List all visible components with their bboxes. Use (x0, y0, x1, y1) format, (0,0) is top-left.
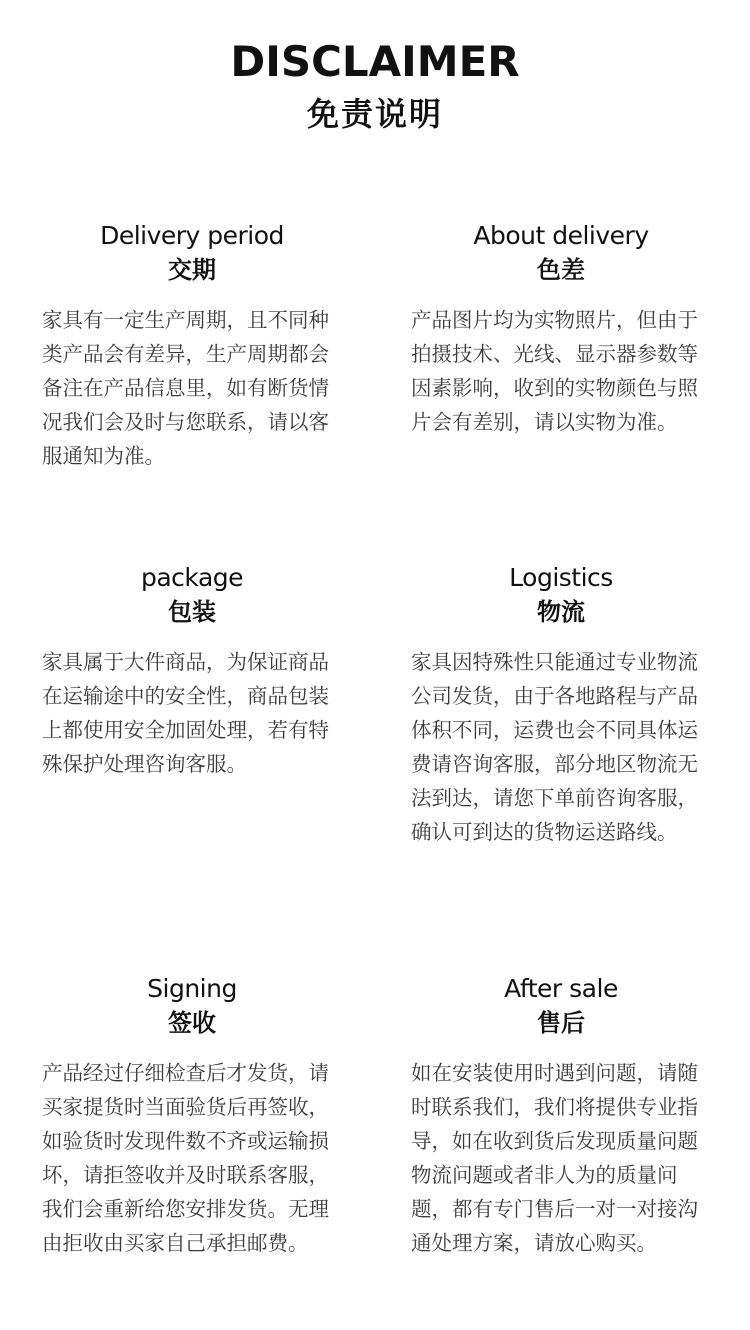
section-heading (42, 561, 342, 629)
section-title-cn: 包装 (168, 598, 216, 626)
page-subtitle: 免责说明 (306, 95, 443, 133)
section-about-delivery (411, 219, 711, 439)
section-heading (42, 219, 342, 287)
section-title-en: Delivery period (100, 221, 284, 250)
section-signing (42, 972, 342, 1260)
section-body: 家具有一定生产周期，且不同种类产品会有差异，生产周期都会备注在产品信息里，如有断货情况我们会及时与您联系，请以客服通知为准。 (42, 308, 329, 468)
section-title-cn: 物流 (537, 598, 585, 626)
section-delivery-period (42, 219, 342, 473)
page-title: DISCLAIMER (230, 37, 520, 86)
section-title-cn: 交期 (168, 256, 216, 284)
section-title-en: Signing (147, 974, 237, 1003)
section-title-cn: 售后 (537, 1009, 585, 1037)
section-title-en: About delivery (473, 221, 649, 250)
section-heading (411, 219, 711, 287)
section-after-sale (411, 972, 711, 1260)
section-title-en: Logistics (509, 563, 613, 592)
section-body: 产品图片均为实物照片，但由于拍摄技术、光线、显示器参数等因素影响，收到的实物颜色与照片会有差别，请以实物为准。 (411, 308, 698, 434)
section-body: 如在安装使用时遇到问题，请随时联系我们，我们将提供专业指导，如在收到货后发现质量问题 物流问题或者非人为的质量问题，都有专门售后一对一对接沟通处理方案，请放心购买。 (411, 1061, 698, 1255)
section-heading (411, 561, 711, 629)
section-heading (411, 972, 711, 1040)
section-title-en: package (140, 563, 244, 592)
section-body: 产品经过仔细检查后才发货，请买家提货时当面验货后再签收，如验货时发现件数不齐或运输损坏，请拒签收并及时联系客服，我们会重新给您安排发货。无理由拒收由买家自己承担邮费。 (42, 1061, 329, 1255)
section-title-cn: 签收 (168, 1009, 216, 1037)
section-body: 家具因特殊性只能通过专业物流公司发货，由于各地路程与产品体积不同，运费也会不同具体运费请咨询客服，部分地区物流无法到达，请您下单前咨询客服，确认可到达的货物运送路线。 (411, 650, 698, 844)
section-body: 家具属于大件商品，为保证商品在运输途中的安全性，商品包装上都使用安全加固处理，若有特殊保护处理咨询客服。 (42, 650, 329, 776)
section-title-cn: 色差 (537, 256, 585, 284)
section-heading (42, 972, 342, 1040)
section-title-en: After sale (504, 974, 618, 1003)
disclaimer-header (0, 38, 750, 134)
section-package (42, 561, 342, 781)
section-logistics (411, 561, 711, 849)
